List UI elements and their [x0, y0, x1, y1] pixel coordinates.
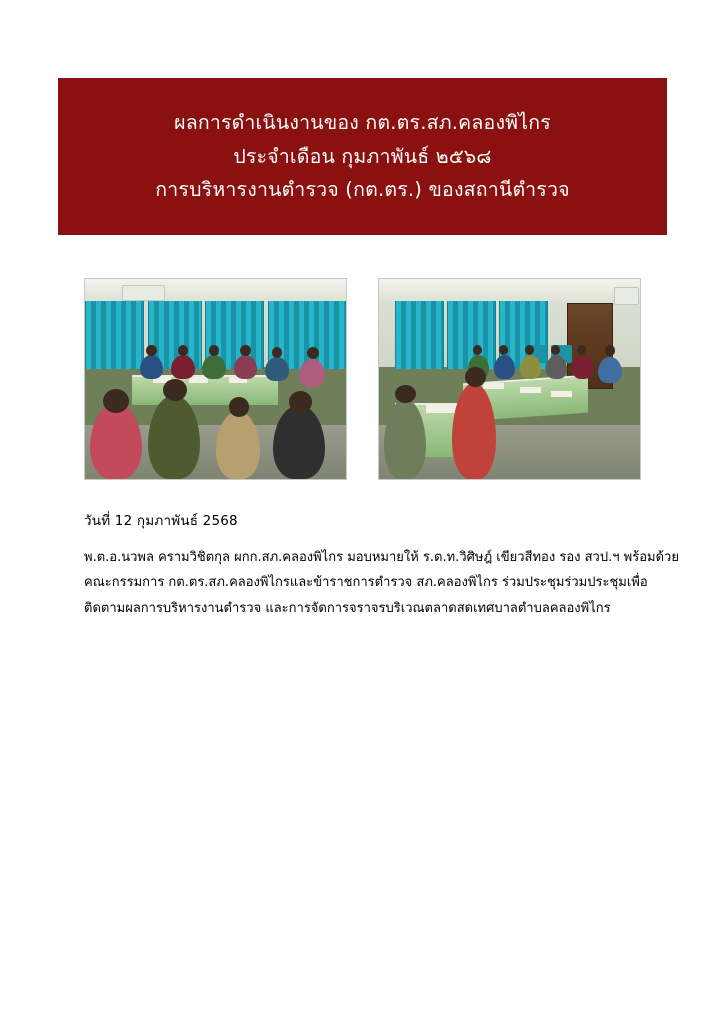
body-line-1: พ.ต.อ.นวพล ครามวิชิตกุล ผกก.สภ.คลองพิไกร มอบหมายให้ ร.ต.ท.วิศิษฎ์ เขียวสีทอง รอง สวป.ฯ พร้อมด้วย — [84, 550, 679, 565]
date-line: วันที่ 12 กุมภาพันธ์ 2568 — [84, 513, 238, 529]
title-line-1: ผลการดำเนินงานของ กต.ตร.สภ.คลองพิไกร — [174, 111, 551, 135]
photo-left-scene — [85, 279, 346, 479]
body-paragraph — [84, 545, 679, 621]
meeting-photo-right — [378, 278, 641, 480]
body-line-3: ติดตามผลการบริหารงานตำรวจ และการจัดการจราจรบริเวณตลาดสดเทศบาลตำบลคลองพิไกร — [84, 600, 611, 616]
body-line-2: คณะกรรมการ กต.ตร.สภ.คลองพิไกรและข้าราชการตำรวจ สภ.คลองพิไกร ร่วมประชุมร่วมประชุมเพื่อ — [84, 575, 648, 591]
title-banner — [58, 78, 667, 235]
photo-row — [84, 278, 641, 480]
photo-right-scene — [379, 279, 640, 479]
meeting-photo-left — [84, 278, 347, 480]
title-line-3: การบริหารงานตำรวจ (กต.ตร.) ของสถานีตำรวจ — [155, 178, 570, 202]
title-line-2: ประจำเดือน กุมภาพันธ์ ๒๕๖๘ — [233, 144, 492, 168]
